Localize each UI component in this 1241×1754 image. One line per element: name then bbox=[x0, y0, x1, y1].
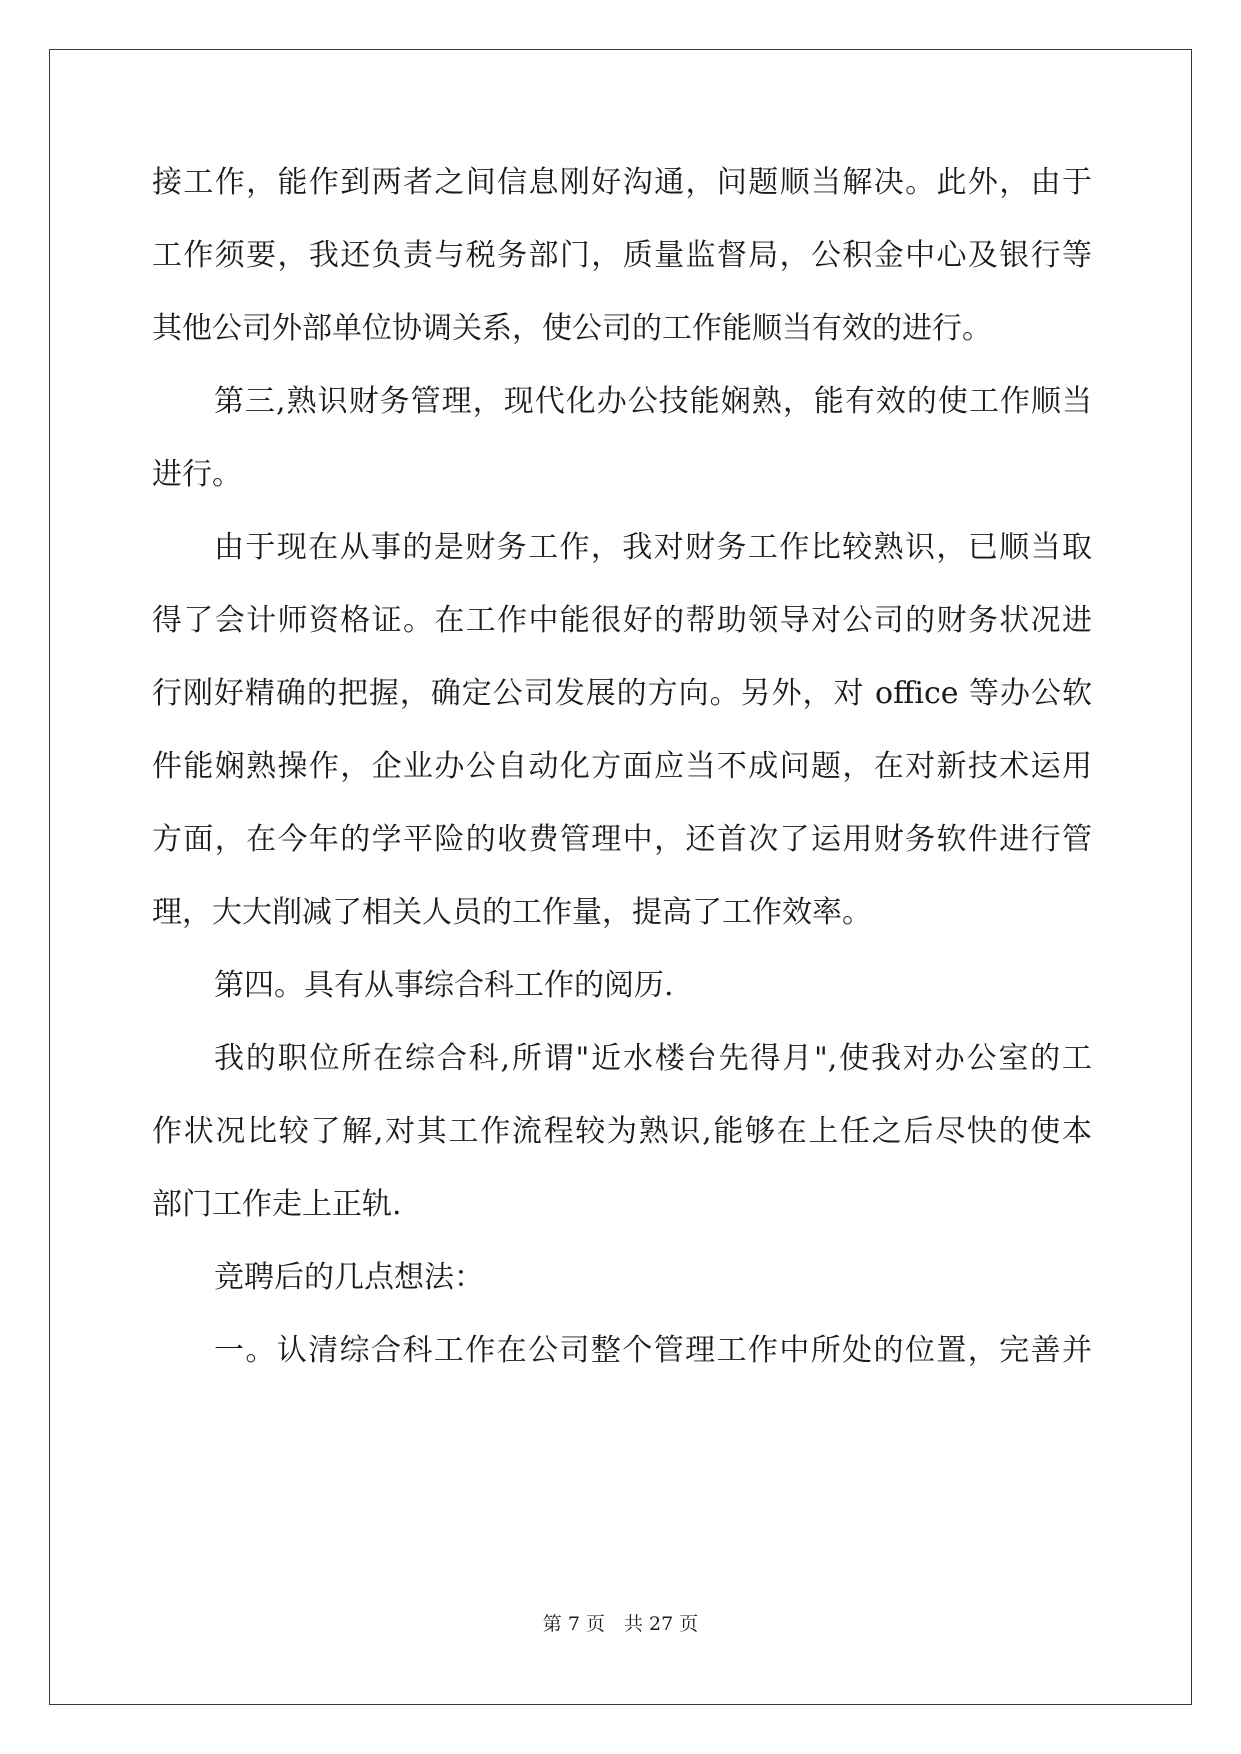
text-line: 一。认清综合科工作在公司整个管理工作中所处的位置，完善并 bbox=[214, 1333, 1092, 1368]
text-line: 部门工作走上正轨. bbox=[152, 1187, 402, 1222]
text-line: 工作须要，我还负责与税务部门，质量监督局，公积金中心及银行等 bbox=[152, 238, 1092, 273]
text-line: 理，大大削减了相关人员的工作量，提高了工作效率。 bbox=[152, 895, 872, 930]
text-line: 第三,熟识财务管理，现代化办公技能娴熟，能有效的使工作顺当 bbox=[214, 384, 1092, 419]
text-line: 方面，在今年的学平险的收费管理中，还首次了运用财务软件进行管 bbox=[152, 822, 1092, 857]
text-line: 件能娴熟操作，企业办公自动化方面应当不成问题，在对新技术运用 bbox=[152, 749, 1092, 784]
text-line: 得了会计师资格证。在工作中能很好的帮助领导对公司的财务状况进 bbox=[152, 603, 1092, 638]
text-line: 我的职位所在综合科,所谓"近水楼台先得月",使我对办公室的工 bbox=[214, 1041, 1092, 1076]
text-line: 由于现在从事的是财务工作，我对财务工作比较熟识，已顺当取 bbox=[214, 530, 1092, 565]
text-line: 接工作，能作到两者之间信息刚好沟通，问题顺当解决。此外，由于 bbox=[152, 165, 1092, 200]
page-border bbox=[49, 49, 1192, 1705]
text-line: 其他公司外部单位协调关系，使公司的工作能顺当有效的进行。 bbox=[152, 311, 992, 346]
text-line: 进行。 bbox=[152, 457, 242, 492]
text-line: 竞聘后的几点想法： bbox=[214, 1260, 484, 1295]
page-number-footer: 第 7 页 共 27 页 bbox=[542, 1613, 699, 1635]
text-line: 行刚好精确的把握，确定公司发展的方向。另外，对 office 等办公软 bbox=[152, 676, 1092, 711]
text-line: 作状况比较了解,对其工作流程较为熟识,能够在上任之后尽快的使本 bbox=[152, 1114, 1092, 1149]
text-line: 第四。具有从事综合科工作的阅历. bbox=[214, 968, 674, 1003]
